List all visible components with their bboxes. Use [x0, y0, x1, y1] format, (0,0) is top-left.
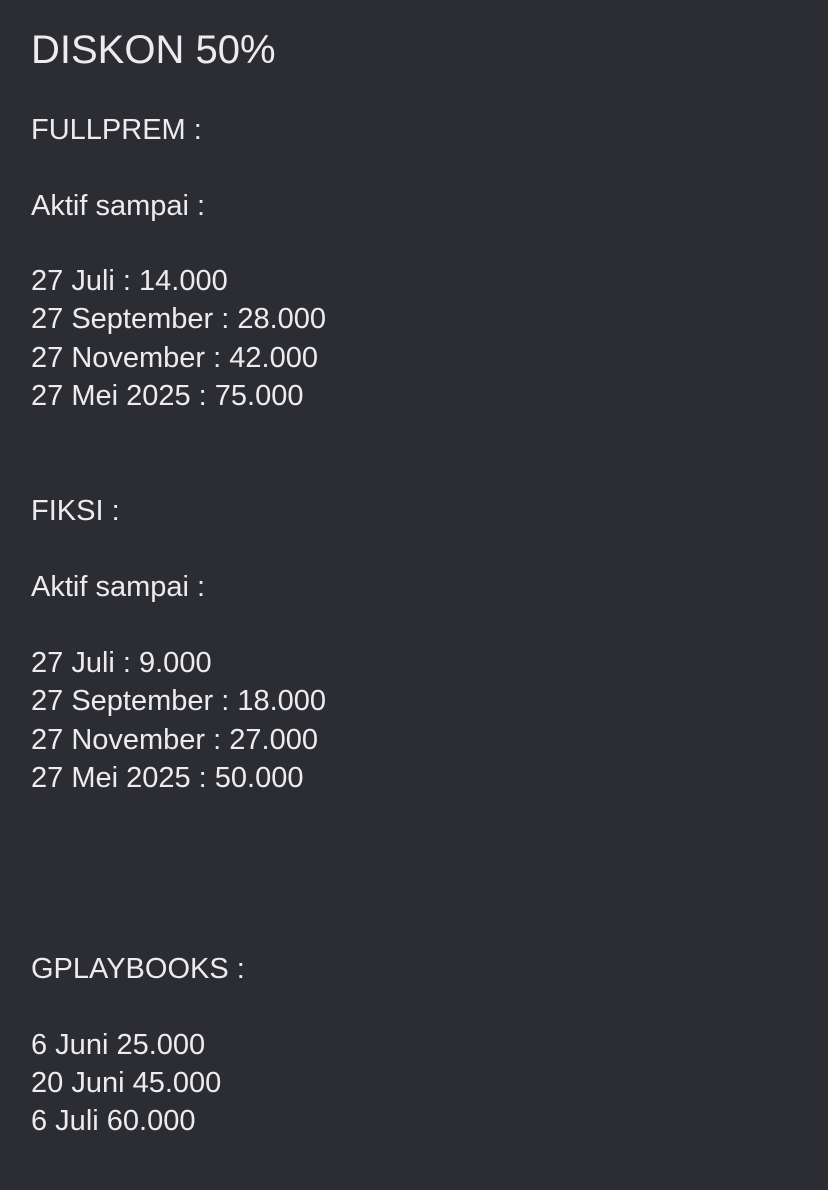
price-line: 20 Juni 45.000	[31, 1067, 222, 1099]
section-subheading-fiksi: Aktif sampai :	[31, 571, 206, 603]
price-line: 27 September : 18.000	[31, 685, 327, 717]
price-line: 6 Juli 60.000	[31, 1105, 196, 1137]
section-heading-gplaybooks: GPLAYBOOKS :	[31, 953, 245, 985]
price-line: 6 Juni 25.000	[31, 1029, 206, 1061]
section-heading-fullprem: FULLPREM :	[31, 114, 202, 146]
price-line: 27 Juli : 9.000	[31, 647, 212, 679]
section-subheading-fullprem: Aktif sampai :	[31, 190, 206, 222]
price-line: 27 Juli : 14.000	[31, 265, 228, 297]
price-line: 27 November : 42.000	[31, 342, 318, 374]
price-line: 27 November : 27.000	[31, 724, 318, 756]
section-heading-fiksi: FIKSI :	[31, 495, 120, 527]
price-line: 27 Mei 2025 : 50.000	[31, 762, 304, 794]
price-line: 27 Mei 2025 : 75.000	[31, 380, 304, 412]
price-line: 27 September : 28.000	[31, 303, 327, 335]
note-title: DISKON 50%	[31, 28, 276, 72]
